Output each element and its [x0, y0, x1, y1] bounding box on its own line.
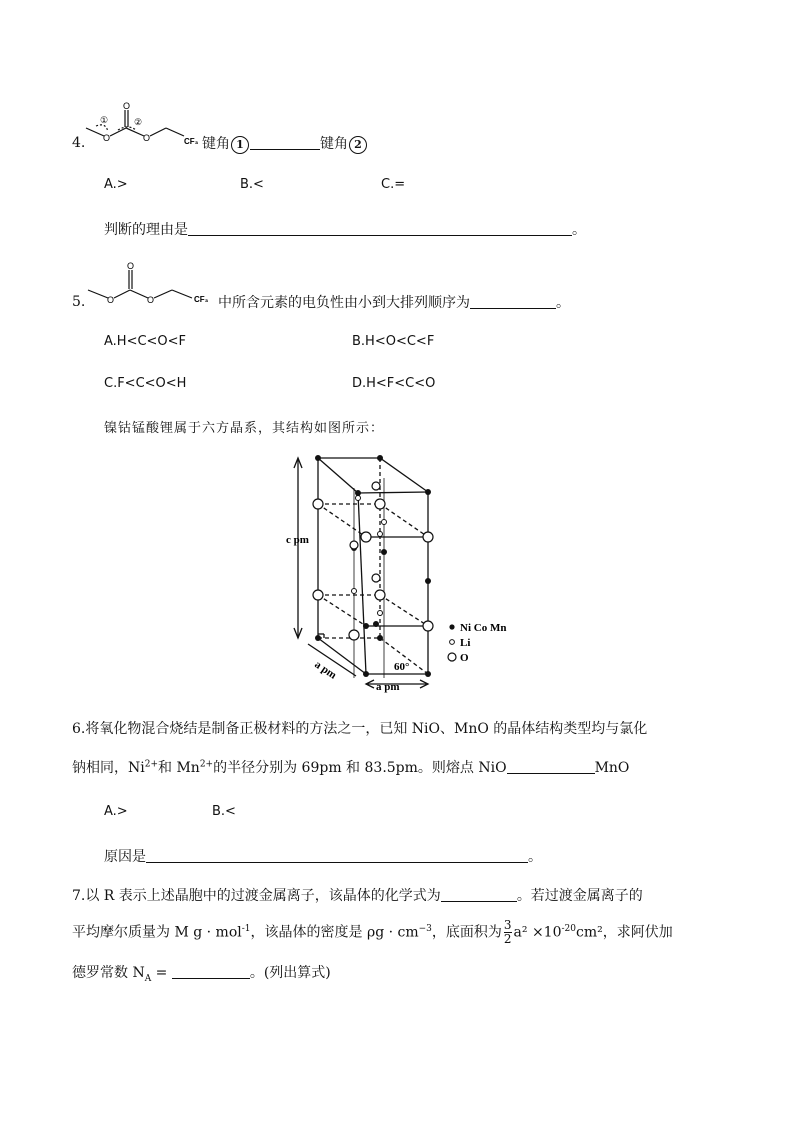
- q6-reason-line: [104, 846, 542, 866]
- q4-reason-blank[interactable]: [188, 221, 572, 236]
- q6-text-a: 钠相同，Ni: [72, 760, 145, 776]
- q7-line-1: [72, 885, 643, 905]
- q7-text-2a: 平均摩尔质量为 M g · mol: [72, 924, 242, 941]
- q4-period: 。: [572, 222, 586, 238]
- q4-option-b[interactable]: B.<: [240, 177, 264, 192]
- q7-text-3c: 。(列出算式): [249, 965, 331, 981]
- svg-text:O: O: [147, 295, 155, 305]
- q4-circle-2: 2: [349, 136, 367, 154]
- svg-text:O: O: [123, 101, 131, 111]
- q5-answer-blank[interactable]: [470, 294, 556, 309]
- q7-text-1b: 。若过渡金属离子的: [516, 888, 643, 904]
- q5-question-text: 中所含元素的电负性由小到大排列顺序为: [218, 295, 470, 311]
- legend-ni-co-mn: Ni Co Mn: [460, 622, 507, 634]
- svg-text:O: O: [143, 133, 151, 143]
- q7-text-2e: cm²，求阿伏加: [576, 924, 673, 941]
- svg-text:CF₃: CF₃: [184, 137, 199, 146]
- svg-text:O: O: [107, 295, 115, 305]
- svg-text:②: ②: [134, 117, 143, 127]
- q6-period: 。: [528, 849, 542, 865]
- q6-option-a[interactable]: A.>: [104, 804, 128, 819]
- q6-reason-blank[interactable]: [146, 848, 528, 863]
- q7-fraction: $\frac{3}{2}$: [503, 918, 512, 946]
- q4-number: 4.: [72, 135, 86, 151]
- q5-number: 5.: [72, 294, 86, 310]
- angle-label: 60°: [394, 661, 410, 673]
- q5-option-a[interactable]: A.H<C<O<F: [104, 334, 187, 349]
- q5-question-line: [218, 292, 570, 312]
- q6-reason-label: 原因是: [104, 849, 146, 865]
- q7-formula-blank[interactable]: [441, 887, 517, 902]
- svg-text:CF₃: CF₃: [194, 295, 209, 304]
- a-pm-label-2: a pm: [376, 681, 400, 693]
- q7-sup-3: -20: [561, 923, 577, 934]
- svg-text:O: O: [127, 261, 135, 271]
- q4-molecule-structure: [82, 100, 204, 152]
- crystal-intro-text: 镍钴锰酸锂属于六方晶系，其结构如图所示：: [104, 421, 385, 436]
- legend-o: O: [460, 652, 469, 664]
- q7-line-3: [72, 962, 331, 984]
- q4-reason-label: 判断的理由是: [104, 222, 188, 238]
- q5-period: 。: [556, 295, 570, 311]
- q4-question-line: [202, 133, 368, 154]
- q4-angle-text-2: 键角: [320, 136, 348, 152]
- q7-text-2c: ，底面积为: [431, 924, 502, 941]
- q6-option-b[interactable]: B.<: [212, 804, 236, 819]
- q6-sup-1: 2+: [144, 759, 159, 770]
- q4-option-a[interactable]: A.>: [104, 177, 128, 192]
- q7-text-2b: ，该晶体的密度是 ρg · cm: [250, 924, 419, 941]
- q7-sup-1: -1: [241, 923, 251, 934]
- c-pm-label: c pm: [286, 534, 309, 546]
- q6-text-d: MnO: [594, 760, 630, 776]
- q5-option-d[interactable]: D.H<F<C<O: [352, 376, 436, 391]
- q5-molecule-structure: [84, 258, 218, 308]
- q7-sub: A: [144, 973, 152, 984]
- q7-text-3a: 德罗常数 N: [72, 965, 145, 981]
- q4-answer-blank[interactable]: [250, 135, 320, 150]
- q7-line-2: [72, 919, 673, 946]
- legend-li: Li: [460, 637, 471, 649]
- q6-sup-2: 2+: [199, 759, 214, 770]
- a-pm-label-1: a pm: [312, 658, 339, 682]
- q6-line-2: [72, 757, 629, 777]
- q6-line-1: 6.将氧化物混合烧结是制备正极材料的方法之一，已知 NiO、MnO 的晶体结构类型均与氯化: [72, 721, 648, 737]
- q7-text-2d: a² ×10: [513, 924, 562, 941]
- q5-option-b[interactable]: B.H<O<C<F: [352, 334, 435, 349]
- svg-text:O: O: [103, 133, 111, 143]
- q7-sup-2: −3: [418, 923, 432, 934]
- q7-na-blank[interactable]: [172, 964, 250, 979]
- q4-reason-line: [104, 219, 586, 239]
- q6-text-b: 和 Mn: [158, 760, 200, 776]
- svg-text:①: ①: [100, 115, 109, 125]
- q6-answer-blank[interactable]: [507, 759, 595, 774]
- q7-text-1a: 7.以 R 表示上述晶胞中的过渡金属离子，该晶体的化学式为: [72, 888, 441, 904]
- q7-text-3b: =: [151, 965, 172, 981]
- crystal-structure-figure: [284, 448, 544, 696]
- oxygen-atoms: [313, 482, 433, 640]
- q6-text-c: 的半径分别为 69pm 和 83.5pm。则熔点 NiO: [213, 760, 507, 776]
- q4-angle-text-1: 键角: [202, 136, 230, 152]
- q4-option-c[interactable]: C.=: [381, 177, 406, 192]
- q5-option-c[interactable]: C.F<C<O<H: [104, 376, 187, 391]
- q4-circle-1: 1: [231, 136, 249, 154]
